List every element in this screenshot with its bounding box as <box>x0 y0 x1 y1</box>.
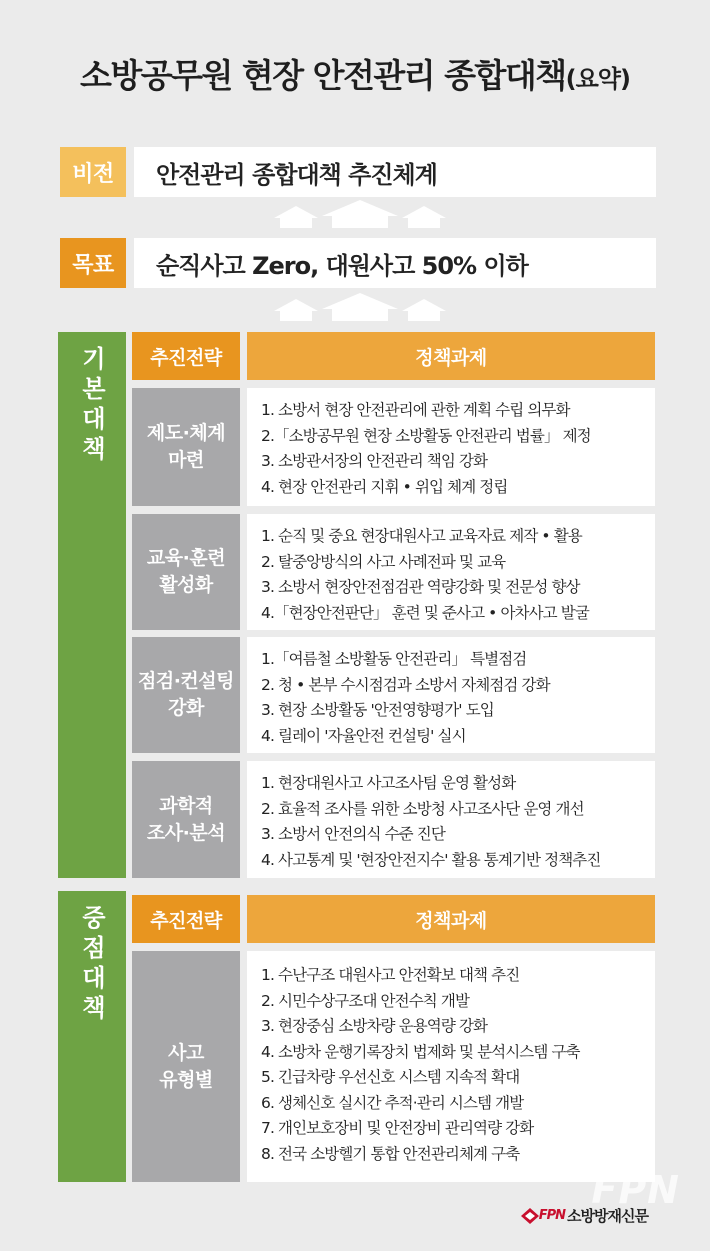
list-item: 1. 수난구조 대원사고 안전확보 대책 추진 <box>261 966 520 984</box>
list-item: 1. 순직 및 중요 현장대원사고 교육자료 제작 • 활용 <box>261 527 582 545</box>
vision-label: 비전 <box>60 147 126 197</box>
list-item: 2. 탈중앙방식의 사고 사례전파 및 교육 <box>261 552 506 571</box>
goal-text: 순직사고 Zero, 대원사고 50% 이하 <box>134 238 656 288</box>
list-item: 3. 소방서 안전의식 수준 진단 <box>261 825 445 843</box>
title-sub: (요약) <box>565 65 630 93</box>
list-item: 4. 릴레이 '자율안전 컨설팅' 실시 <box>261 726 466 745</box>
focus-header-strategy: 추진전략 <box>132 895 240 943</box>
basic-items-3 <box>247 637 655 753</box>
list-item: 4. 소방차 운행기록장치 법제화 및 분석시스템 구축 <box>261 1042 580 1061</box>
list-item: 2. 청 • 본부 수시점검과 소방서 자체점검 강화 <box>261 675 550 694</box>
basic-items-1 <box>247 388 655 506</box>
basic-category-2: 교육·훈련 활성화 <box>132 514 240 630</box>
vision-text: 안전관리 종합대책 추진체계 <box>134 147 656 197</box>
focus-items <box>247 951 655 1182</box>
publisher-logo <box>521 1205 648 1226</box>
basic-category-4: 과학적 조사·분석 <box>132 761 240 878</box>
title-main: 소방공무원 현장 안전관리 종합대책 <box>80 56 566 95</box>
basic-items-2 <box>247 514 655 630</box>
list-item: 1. 현장대원사고 사고조사팀 운영 활성화 <box>261 774 516 792</box>
list-item: 1.「여름철 소방활동 안전관리」 특별점검 <box>261 650 527 668</box>
fpn-diamond-icon <box>521 1208 539 1224</box>
logo-name: 소방방재신문 <box>567 1207 648 1225</box>
up-arrows-icon <box>270 200 450 230</box>
basic-header-strategy: 추진전략 <box>132 332 240 380</box>
focus-header-policy: 정책과제 <box>247 895 655 943</box>
list-item: 2.「소방공무원 현장 소방활동 안전관리 법률」 제정 <box>261 426 591 445</box>
fpn-watermark: FPN <box>591 1168 680 1212</box>
focus-category: 사고 유형별 <box>132 951 240 1182</box>
list-item: 6. 생체신호 실시간 추적·관리 시스템 개발 <box>261 1093 524 1112</box>
list-item: 5. 긴급차량 우선신호 시스템 지속적 확대 <box>261 1068 520 1086</box>
list-item: 7. 개인보호장비 및 안전장비 관리역량 강화 <box>261 1119 534 1137</box>
list-item: 2. 시민수상구조대 안전수칙 개발 <box>261 991 470 1010</box>
basic-side-label: 기본대책 <box>58 332 126 878</box>
list-item: 1. 소방서 현장 안전관리에 관한 계획 수립 의무화 <box>261 401 570 419</box>
list-item: 3. 현장중심 소방차량 운용역량 강화 <box>261 1017 488 1035</box>
basic-category-3: 점검·컨설팅 강화 <box>132 637 240 753</box>
basic-category-1: 제도·체계 마련 <box>132 388 240 506</box>
list-item: 4. 현장 안전관리 지휘 • 위입 체계 정립 <box>261 477 508 496</box>
list-item: 3. 소방서 현장안전점검관 역량강화 및 전문성 향상 <box>261 578 580 596</box>
list-item: 3. 소방관서장의 안전관리 책임 강화 <box>261 452 488 470</box>
list-item: 4. 사고통계 및 '현장안전지수' 활용 통계기반 정책추진 <box>261 850 601 869</box>
basic-items-4 <box>247 761 655 878</box>
logo-mark: FPN <box>538 1208 566 1223</box>
list-item: 2. 효율적 조사를 위한 소방청 사고조사단 운영 개선 <box>261 799 584 818</box>
list-item: 8. 전국 소방헬기 통합 안전관리체계 구축 <box>261 1144 520 1163</box>
up-arrows-icon <box>270 293 450 323</box>
basic-header-policy: 정책과제 <box>247 332 655 380</box>
list-item: 3. 현장 소방활동 '안전영향평가' 도입 <box>261 701 494 719</box>
goal-label: 목표 <box>60 238 126 288</box>
page-title <box>0 50 710 97</box>
focus-side-label: 중점대책 <box>58 891 126 1182</box>
list-item: 4.「현장안전판단」 훈련 및 준사고 • 아차사고 발굴 <box>261 603 589 622</box>
